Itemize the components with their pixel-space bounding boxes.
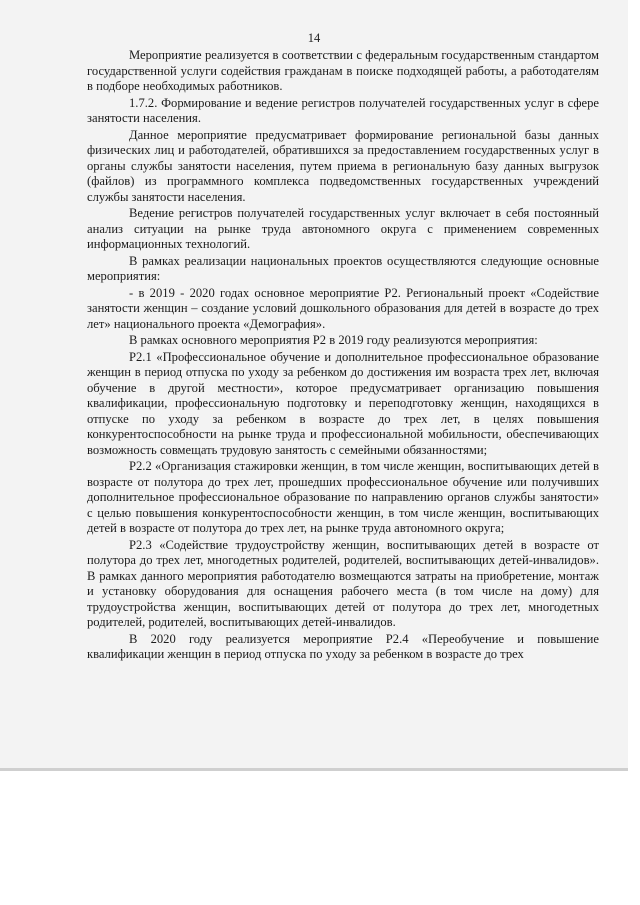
document-body [87,48,599,663]
page-number: 14 [307,31,321,45]
paragraph-8: Р2.1 «Профессиональное обучение и дополнительное профессиональное образование женщин в период отпуска по уходу за ребенком до достижения им возраста трех лет, включая обучение в другой местности», которое предусматривает организацию повышения квалификации, профессиональную подготовку и переподготовку женщин, находящихся в отпуске по уходу за ребенком в возрасте до трех лет, в целях повышения конкурентоспособности на рынке труда и профессиональной мобильности, обеспечивающих возможность совмещать трудовую занятость с семейными обязанностями; [87,349,599,457]
paragraph-4: Ведение регистров получателей государственных услуг включает в себя постоянный анализ ситуации на рынке труда автономного округа с применением современных информационных технологий. [87,206,599,251]
paragraph-1: Мероприятие реализуется в соответствии с федеральным государственным стандартом государственной услуги содействия гражданам в поиске подходящей работы, а работодателям в подборе необходимых работников. [87,48,599,93]
paragraph-5: В рамках реализации национальных проектов осуществляются следующие основные мероприятия: [87,253,599,283]
paragraph-7: В рамках основного мероприятия Р2 в 2019 году реализуются мероприятия: [129,333,538,347]
paragraph-10: Р2.3 «Содействие трудоустройству женщин, воспитывающих детей в возрасте от полутора до трех лет, многодетных родителей, родителей, воспитывающих детей-инвалидов». В рамках данного мероприятия работодателю возмещаются затраты на приобретение, монтаж и установку оборудования для оснащения рабочего места (в том числе на дому) для трудоустройства женщин, воспитывающих детей от полутора до трех лет, многодетных родителей, родителей, воспитывающих детей-инвалидов. [87,537,599,629]
paragraph-11: В 2020 году реализуется мероприятие Р2.4 «Переобучение и повышение квалификации женщин в период отпуска по уходу за ребенком в возрасте до трех [87,631,599,661]
paragraph-2: 1.7.2. Формирование и ведение регистров получателей государственных услуг в сфере занятости населения. [87,95,599,125]
paragraph-3: Данное мероприятие предусматривает формирование региональной базы данных физических лиц и работодателей, обратившихся за предоставлением государственных услуг в органы службы занятости населения, путем приема в региональную базу данных выгрузок (файлов) из программного комплекса подведомственных государственных учреждений службы занятости населения. [87,127,599,204]
scan-bottom-edge [0,768,628,771]
paragraph-9: Р2.2 «Организация стажировки женщин, в том числе женщин, воспитывающих детей в возрасте от полутора до трех лет, прошедших профессиональное обучение или получивших дополнительное профессиональное образование по направлению органов службы занятости» с целью повышения конкурентоспособности женщин, в том числе женщин, воспитывающих детей в возрасте от полутора до трех лет, на рынке труда автономного округа; [87,459,599,535]
scan-right-margin [628,0,640,771]
paragraph-6: - в 2019 - 2020 годах основное мероприятие Р2. Региональный проект «Содействие занятости женщин – создание условий дошкольного образования для детей в возрасте до трех лет» национального проекта «Демография». [87,285,599,331]
